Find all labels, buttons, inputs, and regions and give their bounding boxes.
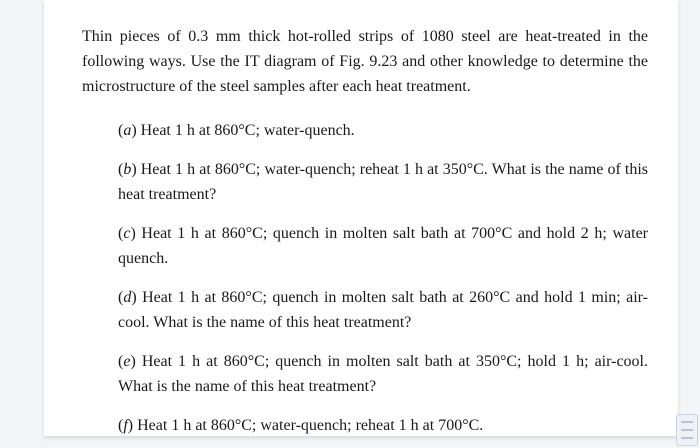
problem-intro: Thin pieces of 0.3 mm thick hot-rolled strips of 1080 steel are heat-treated in the following ways. Use the IT diagram of Fig. 9.23 and other knowledge to determine the microstructure of the steel samples after each heat treatment.: [82, 28, 648, 95]
item-b: (b) Heat 1 h at 860°C; water-quench; reheat 1 h at 350°C. What is the name of this heat treatment?: [118, 161, 648, 203]
item-d: (d) Heat 1 h at 860°C; quench in molten salt bath at 260°C and hold 1 min; air-cool. What is the name of this heat treatment?: [118, 289, 649, 331]
item-e-tag: e: [123, 353, 131, 370]
problem-card: [44, 0, 678, 436]
item-c: (c) Heat 1 h at 860°C; quench in molten salt bath at 700°C and hold 2 h; water quench.: [118, 225, 649, 267]
item-a-text: Heat 1 h at 860°C; water-quench.: [140, 122, 355, 139]
item-d-tag: d: [123, 289, 132, 306]
item-f-tag: f: [123, 417, 128, 434]
problem-content: [82, 24, 648, 438]
item-e: (e) Heat 1 h at 860°C; quench in molten salt bath at 350°C; hold 1 h; air-cool. What is the name of this heat treatment?: [118, 353, 649, 395]
scroll-handle-icon[interactable]: [676, 414, 698, 446]
item-c-tag: c: [123, 225, 131, 242]
item-b-tag: b: [123, 161, 132, 178]
item-f: (f) Heat 1 h at 860°C; water-quench; reheat 1 h at 700°C.: [118, 417, 484, 434]
item-f-text: Heat 1 h at 860°C; water-quench; reheat 1 h at 700°C.: [137, 417, 484, 434]
item-a: (a) Heat 1 h at 860°C; water-quench.: [118, 122, 355, 139]
item-c-text: Heat 1 h at 860°C; quench in molten salt bath at 700°C and hold 2 h; water quench.: [118, 225, 649, 267]
item-b-text: Heat 1 h at 860°C; water-quench; reheat 1 h at 350°C. What is the name of this heat treatment?: [118, 161, 648, 203]
item-e-text: Heat 1 h at 860°C; quench in molten salt bath at 350°C; hold 1 h; air-cool. What is the name of this heat treatment?: [118, 353, 649, 395]
item-a-tag: a: [123, 122, 132, 139]
item-d-text: Heat 1 h at 860°C; quench in molten salt bath at 260°C and hold 1 min; air-cool. What is the name of this heat treatment?: [118, 289, 649, 331]
